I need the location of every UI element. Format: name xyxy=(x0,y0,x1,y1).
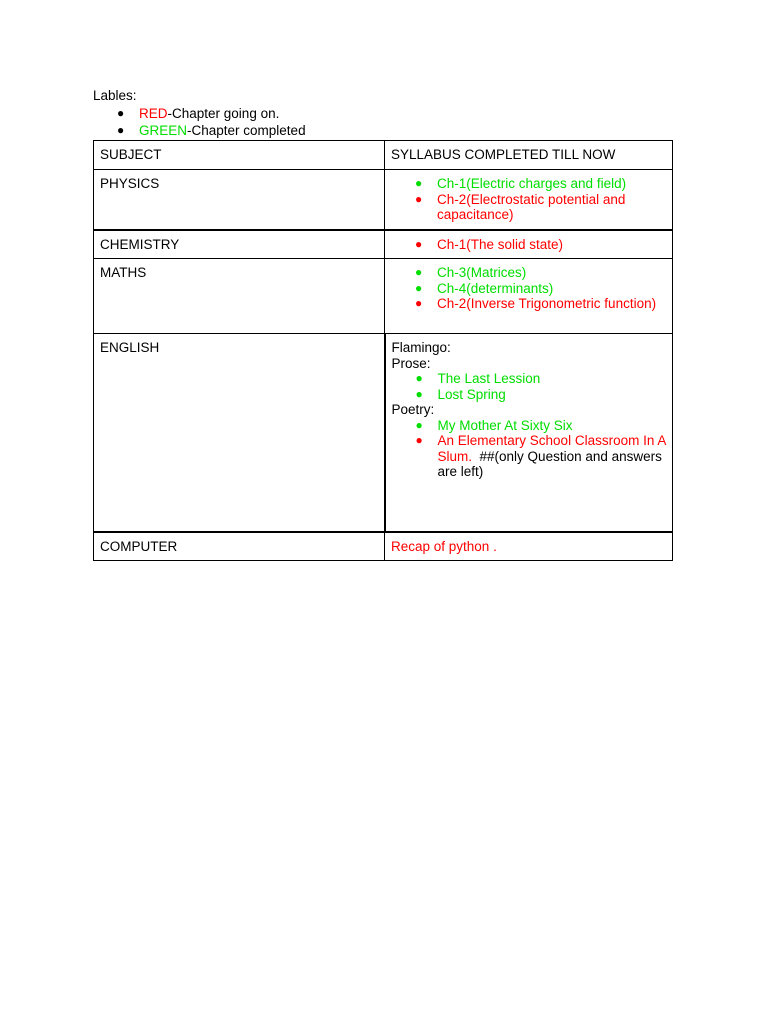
list-item xyxy=(391,265,666,281)
chapter-text: My Mother At Sixty Six xyxy=(437,417,573,433)
chapter-text: Ch-2(Inverse Trigonometric function) xyxy=(437,296,657,311)
legend-item-red xyxy=(93,105,306,123)
chapter-list xyxy=(391,176,666,223)
poetry-list xyxy=(392,418,667,480)
table-row-computer xyxy=(94,532,673,561)
legend-key-green: GREEN xyxy=(139,123,188,138)
chapter-text: Ch-4(determinants) xyxy=(437,280,554,296)
chapter-note: ##(only Question and answers are left) xyxy=(437,448,662,479)
prose-label: Prose: xyxy=(391,355,431,371)
list-item xyxy=(392,433,667,480)
bullet-icon: ● xyxy=(415,296,423,310)
bullet-icon: ● xyxy=(415,236,423,251)
bullet-icon: ● xyxy=(415,265,423,279)
subject-physics: PHYSICS xyxy=(94,170,385,230)
syllabus-english xyxy=(385,334,673,532)
header-subject: SUBJECT xyxy=(94,141,385,170)
chapter-text: Ch-1(The solid state) xyxy=(437,236,564,252)
legend xyxy=(93,87,306,140)
bullet-icon: ● xyxy=(117,105,125,120)
chapter-list xyxy=(391,237,666,253)
list-item xyxy=(392,387,667,403)
chapter-text: An Elementary School Classroom In A Slum. xyxy=(437,433,666,464)
list-item xyxy=(391,281,666,297)
subject-english: ENGLISH xyxy=(94,334,385,532)
chapter-text: Ch-3(Matrices) xyxy=(437,265,527,280)
chapter-text: Ch-2(Electrostatic potential and capacitance) xyxy=(437,191,626,222)
subject-maths: MATHS xyxy=(94,259,385,334)
bullet-icon: ● xyxy=(415,433,423,447)
list-item xyxy=(391,296,666,312)
syllabus-chemistry xyxy=(385,230,673,259)
legend-text-red: -Chapter going on. xyxy=(167,105,280,121)
table-row-english xyxy=(94,334,673,532)
chapter-text: The Last Lession xyxy=(437,371,541,386)
bullet-icon: ● xyxy=(415,417,423,432)
legend-heading: Lables: xyxy=(93,88,137,103)
syllabus-physics xyxy=(385,170,673,230)
syllabus-computer: Recap of python . xyxy=(385,532,673,561)
poetry-label: Poetry: xyxy=(391,402,435,417)
list-item xyxy=(392,371,667,387)
table-header-row xyxy=(94,141,673,170)
subject-chemistry: CHEMISTRY xyxy=(94,230,385,259)
syllabus-table xyxy=(93,140,673,561)
list-item xyxy=(391,237,666,253)
prose-list xyxy=(392,371,667,402)
bullet-icon: ● xyxy=(415,386,423,401)
syllabus-maths xyxy=(385,259,673,334)
book-title: Flamingo: xyxy=(391,340,451,355)
legend-item-green xyxy=(93,122,306,140)
subject-computer: COMPUTER xyxy=(94,532,385,561)
list-item xyxy=(391,192,666,223)
chapter-text: Ch-1(Electric charges and field) xyxy=(437,176,627,191)
list-item xyxy=(392,418,667,434)
table-row-chemistry xyxy=(94,230,673,259)
legend-text-green: -Chapter completed xyxy=(187,123,306,138)
table-row-maths xyxy=(94,259,673,334)
legend-key-red: RED xyxy=(139,105,168,121)
bullet-icon: ● xyxy=(415,371,423,385)
bullet-icon: ● xyxy=(415,191,423,206)
header-syllabus: SYLLABUS COMPLETED TILL NOW xyxy=(385,141,673,170)
chapter-list xyxy=(391,265,666,312)
table-row-physics xyxy=(94,170,673,230)
bullet-icon: ● xyxy=(117,123,125,137)
bullet-icon: ● xyxy=(415,176,423,190)
chapter-text: Lost Spring xyxy=(437,386,506,402)
bullet-icon: ● xyxy=(415,280,423,295)
list-item xyxy=(391,176,666,192)
